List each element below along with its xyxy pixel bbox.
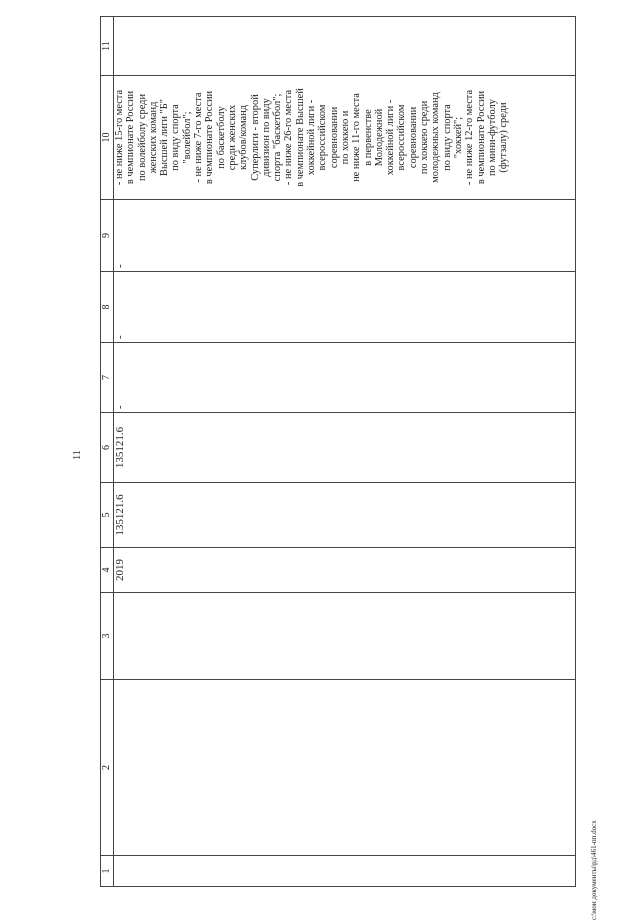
page-number: 11 xyxy=(72,450,83,460)
text-line: - не ниже 12-го места xyxy=(464,89,476,186)
text-line: "волейбол"; xyxy=(181,111,193,164)
column-number: 2 xyxy=(101,680,114,856)
cell-amount: 135121.6 xyxy=(114,413,576,483)
rotated-table-page xyxy=(100,17,576,887)
column-number: 5 xyxy=(101,483,114,548)
column-number: 6 xyxy=(101,413,114,483)
text-line: по мини-футболу xyxy=(486,99,498,177)
text-line: по хоккею среди xyxy=(419,100,431,175)
cell-amount-total: 135121.6 xyxy=(114,483,576,548)
text-line: молодежных команд xyxy=(430,92,442,183)
text-line: - не ниже 26-го места xyxy=(283,89,295,186)
text-line: соревновании xyxy=(328,106,340,169)
column-number: 7 xyxy=(101,343,114,413)
text-line: в чемпионате России xyxy=(204,90,216,185)
text-line: спорта "баскетбол"; xyxy=(272,93,284,182)
column-number: 8 xyxy=(101,272,114,343)
column-number-row xyxy=(101,17,114,887)
text-line: - не ниже 15-го места xyxy=(114,89,125,186)
text-line: хоккейной лиги - xyxy=(306,99,318,176)
table-row xyxy=(114,17,576,887)
text-line: всероссийском xyxy=(317,104,329,171)
file-path-footer: c:\мои документы\рд\461-пп.docx xyxy=(590,820,598,920)
text-line: Суперлиги - второй xyxy=(249,94,261,181)
cell-results-text xyxy=(114,76,576,200)
text-line: Молодежной xyxy=(373,108,385,167)
column-number: 3 xyxy=(101,593,114,680)
text-line: - не ниже 7-го места xyxy=(193,92,205,183)
text-line: клубов/команд xyxy=(238,104,250,171)
text-line: в чемпионате Высшей xyxy=(294,88,306,187)
data-table xyxy=(100,16,576,887)
text-line: в первенстве xyxy=(362,109,374,166)
text-line: в чемпионате России xyxy=(125,90,137,185)
cell-c9: - xyxy=(114,200,576,272)
text-line: по баскетболу xyxy=(215,106,227,169)
text-line: по виду спорта xyxy=(441,104,453,171)
text-line: в чемпионате России xyxy=(475,90,487,185)
cell-year: 2019 xyxy=(114,548,576,593)
text-line: Высшей лиги "Б" xyxy=(159,99,171,176)
text-line: среди женских xyxy=(226,104,238,171)
text-line: соревновании xyxy=(407,106,419,169)
text-line: дивизион по виду xyxy=(260,98,272,177)
column-number: 11 xyxy=(101,17,114,76)
cell-c2 xyxy=(114,680,576,856)
text-line: по виду спорта xyxy=(170,104,182,171)
text-line: всероссийском xyxy=(396,104,408,171)
cell-c1 xyxy=(114,856,576,887)
text-line: (футзалу) среди xyxy=(498,102,510,173)
text-line: хоккейной лиги - xyxy=(385,99,397,176)
text-line: не ниже 11-го места xyxy=(351,93,363,182)
column-number: 10 xyxy=(101,76,114,200)
cell-c3 xyxy=(114,593,576,680)
text-line: женских команд xyxy=(147,101,159,174)
text-line: по хоккею и xyxy=(339,110,351,165)
cell-c11 xyxy=(114,17,576,76)
column-number: 1 xyxy=(101,856,114,887)
text-line: по волейболу среди xyxy=(136,93,148,182)
cell-c7: - xyxy=(114,343,576,413)
column-number: 4 xyxy=(101,548,114,593)
text-line: "хоккей"; xyxy=(452,116,464,159)
cell-c8: - xyxy=(114,272,576,343)
column-number: 9 xyxy=(101,200,114,272)
